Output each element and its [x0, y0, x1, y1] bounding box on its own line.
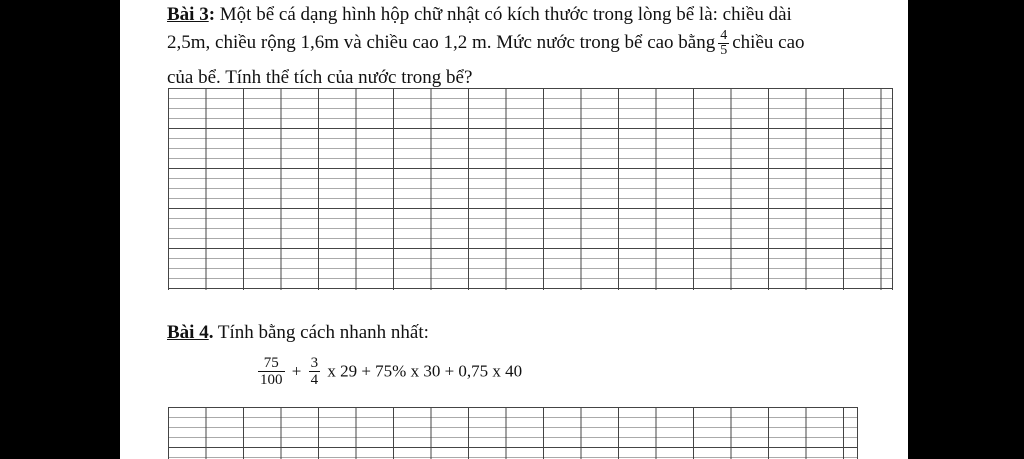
bai4-label: Bài 4 — [167, 322, 209, 343]
bai3-text-2b: chiều cao — [732, 31, 805, 53]
bai3-text-2: 2,5m, chiều rộng 1,6m và chiều cao 1,2 m. Mức nước trong bể cao bằng — [167, 31, 716, 53]
bai4-text: Tính bằng cách nhanh nhất: — [213, 322, 429, 343]
formula-fraction-2: $\frac{3}{4}$ — [310, 355, 319, 388]
bai3-label: Bài 3 — [167, 4, 209, 25]
bai4-formula: $\frac{75}{100}$ + $\frac{3}{4}$ x 29 + 75% x 30 + 0,75 x 40 — [260, 355, 523, 388]
formula-rest: x 29 + 75% x 30 + 0,75 x 40 — [327, 361, 523, 381]
formula-fraction-1: $\frac{75}{100}$ — [260, 355, 283, 388]
bai3-line-2 — [167, 29, 805, 58]
answer-grid-2 — [168, 407, 858, 459]
bai3-fraction: $\frac{4}{5}$ — [720, 28, 728, 58]
bai3-line-3 — [167, 66, 472, 90]
bai4-line: Bài 4. Tính bằng cách nhanh nhất: — [167, 322, 429, 343]
bai3-line-1: Bài 3: Một bể cá dạng hình hộp chữ nhật có kích thước trong lòng bể là: chiều dài — [167, 4, 792, 25]
worksheet-page — [120, 0, 908, 459]
bai3-text-1: Một bể cá dạng hình hộp chữ nhật có kích thước trong lòng bể là: chiều dài — [215, 4, 792, 25]
bai3-question: của bể. Tính thể tích của nước trong bể? — [167, 67, 473, 88]
answer-grid-1 — [168, 88, 893, 290]
